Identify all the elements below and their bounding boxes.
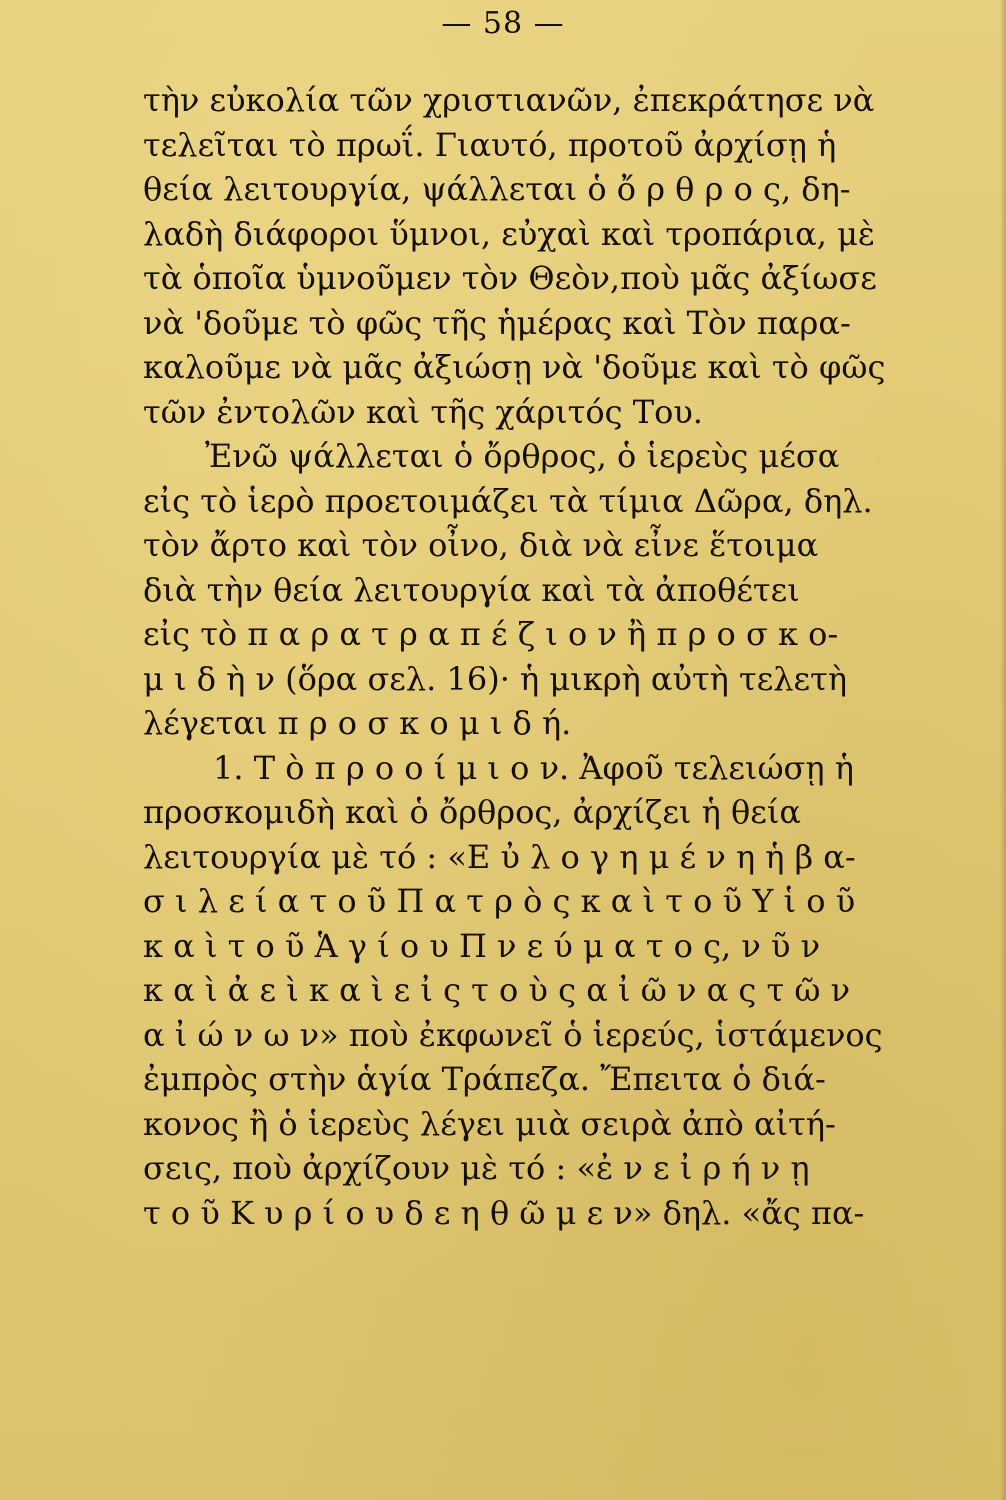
- text-line: εἰς τὸ ἱερὸ προετοιμάζει τὰ τίμια Δῶρα, δηλ.: [143, 481, 873, 520]
- text-line: λέγεται π ρ ο σ κ ο μ ι δ ή.: [143, 704, 572, 742]
- body-text: [143, 78, 913, 1235]
- text-line: νὰ 'δοῦμε τὸ φῶς τῆς ἡμέρας καὶ Τὸν παρα-: [143, 303, 851, 342]
- text-line: τὴν εὐκολία τῶν χριστιανῶν, ἐπεκράτησε νὰ: [143, 81, 875, 119]
- text-line: κονος ἢ ὁ ἱερεὺς λέγει μιὰ σειρὰ ἀπὸ αἰτή-: [143, 1104, 836, 1143]
- text-line: εἰς τὸ π α ρ α τ ρ α π έ ζ ι ο ν ἢ π ρ ο σ κ ο-: [143, 615, 839, 653]
- text-line: σ ι λ ε ί α τ ο ῦ Π α τ ρ ὸ ς κ α ὶ τ ο ῦ Υ ἱ ο ῦ: [143, 882, 856, 920]
- text-line: κ α ὶ τ ο ῦ Ἁ γ ί ο υ Π ν ε ύ μ α τ ο ς, ν ῦ ν: [143, 926, 821, 965]
- text-line: τὰ ὁποῖα ὑμνοῦμεν τὸν Θεὸν,ποὺ μᾶς ἀξίωσε: [143, 259, 877, 297]
- text-line: α ἰ ώ ν ω ν» ποὺ ἐκφωνεῖ ὁ ἱερεύς, ἱστάμενος: [143, 1015, 883, 1054]
- page-number: — 58 —: [441, 6, 565, 41]
- text-line: τελεῖται τὸ πρωΐ. Γιαυτό, προτοῦ ἀρχίσῃ ἡ: [143, 125, 837, 164]
- text-line: τὸν ἄρτο καὶ τὸν οἶνο, διὰ νὰ εἶνε ἕτοιμα: [143, 526, 819, 564]
- text-line: λειτουργία μὲ τό : «Ε ὐ λ ο γ η μ έ ν η ἡ β α-: [143, 837, 856, 876]
- section-heading-line: 1. Τ ὸ π ρ ο ο ί μ ι ο ν. Ἀφοῦ τελειώσῃ ἡ: [213, 748, 854, 787]
- text-line: μ ι δ ὴ ν (ὅρα σελ. 16)· ἡ μικρὴ αὐτὴ τελετὴ: [143, 659, 847, 698]
- text-line: σεις, ποὺ ἀρχίζουν μὲ τό : «ἐ ν ε ἰ ρ ή ν ῃ: [143, 1149, 810, 1187]
- page-edge-shadow: [1000, 0, 1006, 1500]
- text-line: προσκομιδὴ καὶ ὁ ὄρθρος, ἀρχίζει ἡ θεία: [143, 793, 801, 831]
- text-line: τ ο ῦ Κ υ ρ ί ο υ δ ε η θ ῶ μ ε ν» δηλ. «ἄς πα-: [143, 1193, 865, 1232]
- text-line: καλοῦμε νὰ μᾶς ἀξιώσῃ νὰ 'δοῦμε καὶ τὸ φῶς: [143, 348, 886, 386]
- text-line: θεία λειτουργία, ψάλλεται ὁ ὄ ρ θ ρ ο ς, δη-: [143, 170, 851, 208]
- paragraph-start-line: Ἐνῶ ψάλλεται ὁ ὄρθρος, ὁ ἱερεὺς μέσα: [205, 437, 840, 475]
- text-line: ἐμπρὸς στὴν ἁγία Τράπεζα. Ἔπειτα ὁ διά-: [143, 1060, 826, 1098]
- text-line: κ α ὶ ἀ ε ὶ κ α ὶ ε ἰ ς τ ο ὺ ς α ἰ ῶ ν α ς τ ῶ ν: [143, 971, 851, 1009]
- text-line: διὰ τὴν θεία λειτουργία καὶ τὰ ἀποθέτει: [143, 570, 800, 609]
- text-line: τῶν ἐντολῶν καὶ τῆς χάριτός Του.: [143, 392, 703, 431]
- text-line: λαδὴ διάφοροι ὕμνοι, εὐχαὶ καὶ τροπάρια, μὲ: [143, 214, 876, 253]
